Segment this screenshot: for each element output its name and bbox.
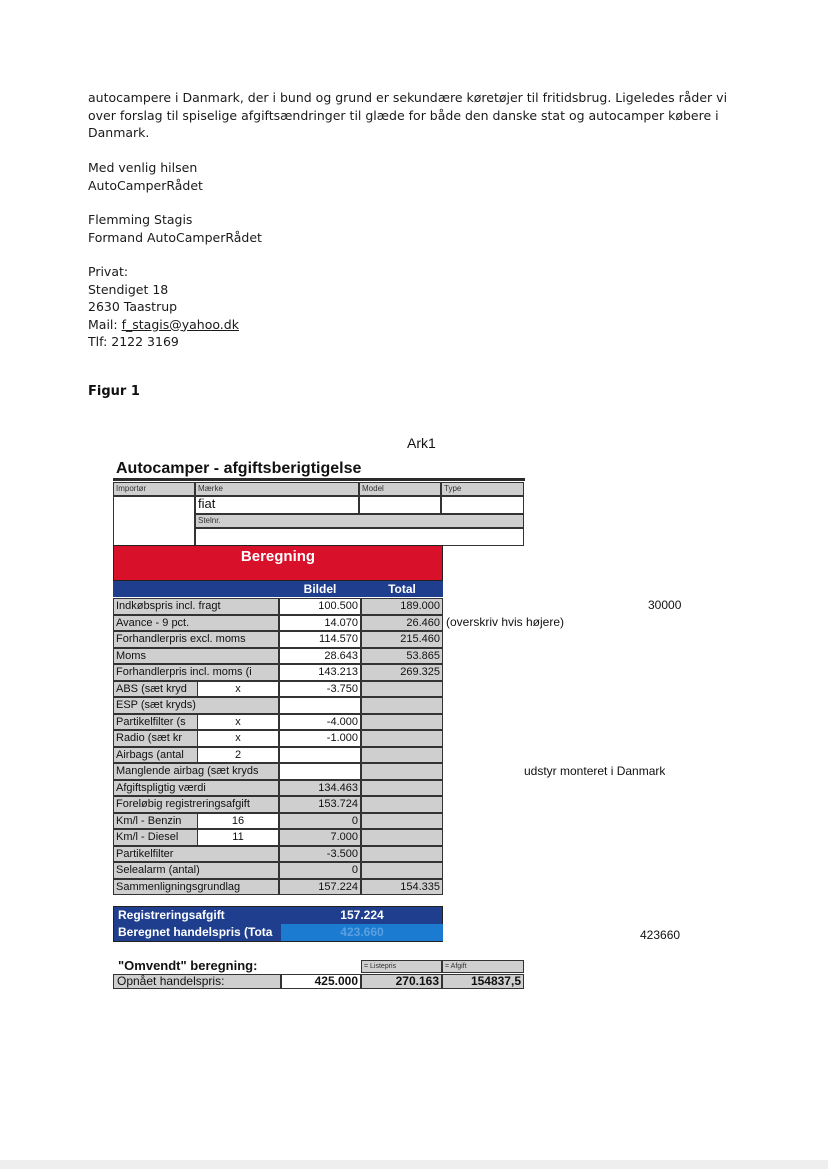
udstyr-note: udstyr monteret i Danmark bbox=[524, 764, 666, 778]
row-label: Partikelfilter bbox=[113, 846, 279, 863]
mail-label: Mail: bbox=[88, 316, 118, 332]
table-row bbox=[113, 846, 573, 863]
table-row bbox=[113, 714, 573, 731]
row-bildel-value bbox=[279, 747, 361, 764]
row-note: (overskriv hvis højere) bbox=[446, 614, 565, 629]
row-total-value bbox=[361, 714, 443, 731]
address-mail-line bbox=[88, 316, 239, 334]
column-bildel: Bildel bbox=[303, 582, 337, 596]
address-phone: Tlf: 2122 3169 bbox=[88, 334, 179, 349]
row-bildel-value: 143.213 bbox=[279, 664, 361, 681]
header-afgift: = Afgift bbox=[442, 960, 524, 973]
row-label: Radio (sæt kr bbox=[113, 730, 279, 747]
closing-greeting: Med venlig hilsen bbox=[88, 160, 198, 175]
importer-value[interactable] bbox=[113, 496, 195, 546]
registrering-value: 157.224 bbox=[340, 908, 384, 922]
row-total-value bbox=[361, 796, 443, 813]
row-total-value: 215.460 bbox=[361, 631, 443, 648]
address-label: Privat: bbox=[88, 264, 129, 279]
row-bildel-value: 100.500 bbox=[279, 598, 361, 615]
row-bildel-value: 0 bbox=[279, 862, 361, 879]
address-city: 2630 Taastrup bbox=[88, 299, 178, 314]
table-row bbox=[113, 631, 573, 648]
row-label: Partikelfilter (s bbox=[113, 714, 279, 731]
row-bildel-value: -4.000 bbox=[279, 714, 361, 731]
table-row bbox=[113, 664, 573, 681]
row-label: Indkøbspris incl. fragt bbox=[113, 598, 279, 615]
handelspris-value: 423.660 bbox=[340, 925, 384, 939]
table-row bbox=[113, 862, 573, 879]
row-label: Manglende airbag (sæt kryds bbox=[113, 763, 279, 780]
address-street: Stendiget 18 bbox=[88, 281, 169, 297]
type-value[interactable] bbox=[441, 496, 524, 514]
row-total-value bbox=[361, 846, 443, 863]
row-total-value bbox=[361, 763, 443, 780]
row-total-value bbox=[361, 862, 443, 879]
row-bildel-value: 153.724 bbox=[279, 796, 361, 813]
omvendt-price[interactable]: 425.000 bbox=[281, 974, 361, 989]
header-maerke: Mærke bbox=[195, 482, 359, 496]
omvendt-listepris: 270.163 bbox=[361, 974, 442, 989]
scan-edge bbox=[0, 1160, 828, 1169]
model-value[interactable] bbox=[359, 496, 441, 514]
row-input[interactable]: 11 bbox=[197, 829, 279, 846]
figure-label: Figur 1 bbox=[88, 384, 140, 399]
row-bildel-value: -3.750 bbox=[279, 681, 361, 698]
omvendt-label: Opnået handelspris: bbox=[113, 974, 281, 989]
header-listepris: = Listepris bbox=[361, 960, 442, 973]
row-total-value bbox=[361, 747, 443, 764]
address-block bbox=[88, 263, 239, 351]
row-bildel-value: 114.570 bbox=[279, 631, 361, 648]
row-total-value bbox=[361, 829, 443, 846]
stelnr-value[interactable] bbox=[195, 528, 524, 546]
row-total-value bbox=[361, 730, 443, 747]
table-row bbox=[113, 697, 573, 714]
row-bildel-value bbox=[279, 697, 361, 714]
header-type: Type bbox=[441, 482, 524, 496]
table-row bbox=[113, 829, 573, 846]
row-label: Selealarm (antal) bbox=[113, 862, 279, 879]
row-bildel-value: 0 bbox=[279, 813, 361, 830]
row-label: Avance - 9 pct. bbox=[113, 615, 279, 632]
registrering-label: Registreringsafgift bbox=[118, 908, 225, 922]
table-row bbox=[113, 747, 573, 764]
row-input[interactable]: x bbox=[197, 681, 279, 698]
row-bildel-value: 28.643 bbox=[279, 648, 361, 665]
row-total-value bbox=[361, 681, 443, 698]
side-value-bottom: 423660 bbox=[640, 928, 681, 942]
sheet-tab-name: Ark1 bbox=[407, 435, 436, 451]
row-label: Km/l - Diesel bbox=[113, 829, 279, 846]
table-row bbox=[113, 598, 573, 615]
row-input[interactable]: 2 bbox=[197, 747, 279, 764]
letter-paragraph: autocampere i Danmark, der i bund og grund er sekundære køretøjer til fritidsbrug. Ligeledes råder vi over forslag til spiselige afgiftsændringer til glæde for både den danske stat og autocamper købere i Danmark. bbox=[88, 90, 728, 140]
table-row bbox=[113, 879, 573, 896]
title-rule bbox=[113, 478, 525, 481]
table-row bbox=[113, 780, 573, 797]
row-total-value: 189.000 bbox=[361, 598, 443, 615]
sheet-title: Autocamper - afgiftsberigtigelse bbox=[116, 460, 362, 477]
signer-block bbox=[88, 211, 262, 246]
header-model: Model bbox=[359, 482, 441, 496]
handelspris-label: Beregnet handelspris (Tota bbox=[118, 925, 273, 939]
row-total-value: 154.335 bbox=[361, 879, 443, 896]
row-bildel-value: -1.000 bbox=[279, 730, 361, 747]
row-label: Forhandlerpris incl. moms (i bbox=[113, 664, 279, 681]
row-total-value: 26.460 bbox=[361, 615, 443, 632]
closing-org: AutoCamperRådet bbox=[88, 177, 203, 193]
header-importer: Importør bbox=[113, 482, 195, 496]
row-label: ESP (sæt kryds) bbox=[113, 697, 279, 714]
side-value-top: 30000 bbox=[648, 598, 682, 612]
table-row bbox=[113, 730, 573, 747]
row-bildel-value: 14.070 bbox=[279, 615, 361, 632]
omvendt-afgift: 154837,5 bbox=[442, 974, 524, 989]
signer-title: Formand AutoCamperRådet bbox=[88, 229, 262, 245]
closing-block bbox=[88, 159, 203, 194]
row-bildel-value: 134.463 bbox=[279, 780, 361, 797]
row-label: Forhandlerpris excl. moms bbox=[113, 631, 279, 648]
column-total: Total bbox=[388, 582, 416, 596]
mail-link[interactable]: f_stagis@yahoo.dk bbox=[121, 316, 239, 332]
row-input[interactable]: x bbox=[197, 730, 279, 747]
row-label: Moms bbox=[113, 648, 279, 665]
row-input[interactable]: x bbox=[197, 714, 279, 731]
row-total-value: 269.325 bbox=[361, 664, 443, 681]
row-bildel-value bbox=[279, 763, 361, 780]
beregning-banner: Beregning bbox=[113, 545, 443, 581]
row-total-value bbox=[361, 813, 443, 830]
row-bildel-value: -3.500 bbox=[279, 846, 361, 863]
maerke-value[interactable]: fiat bbox=[195, 496, 359, 514]
table-row bbox=[113, 763, 573, 780]
table-row bbox=[113, 615, 573, 632]
table-row bbox=[113, 648, 573, 665]
row-label: Afgiftspligtig værdi bbox=[113, 780, 279, 797]
row-label: Sammenligningsgrundlag bbox=[113, 879, 279, 896]
row-total-value bbox=[361, 697, 443, 714]
table-row bbox=[113, 681, 573, 698]
stelnr-label: Stelnr. bbox=[195, 514, 524, 528]
row-bildel-value: 157.224 bbox=[279, 879, 361, 896]
table-row bbox=[113, 813, 573, 830]
row-total-value bbox=[361, 780, 443, 797]
row-label: ABS (sæt kryd bbox=[113, 681, 279, 698]
signer-name: Flemming Stagis bbox=[88, 212, 193, 227]
row-bildel-value: 7.000 bbox=[279, 829, 361, 846]
row-label: Km/l - Benzin bbox=[113, 813, 279, 830]
row-total-value: 53.865 bbox=[361, 648, 443, 665]
row-label: Foreløbig registreringsafgift bbox=[113, 796, 279, 813]
row-input[interactable]: 16 bbox=[197, 813, 279, 830]
row-label: Airbags (antal bbox=[113, 747, 279, 764]
table-row bbox=[113, 796, 573, 813]
omvendt-title: "Omvendt" beregning: bbox=[118, 958, 258, 973]
